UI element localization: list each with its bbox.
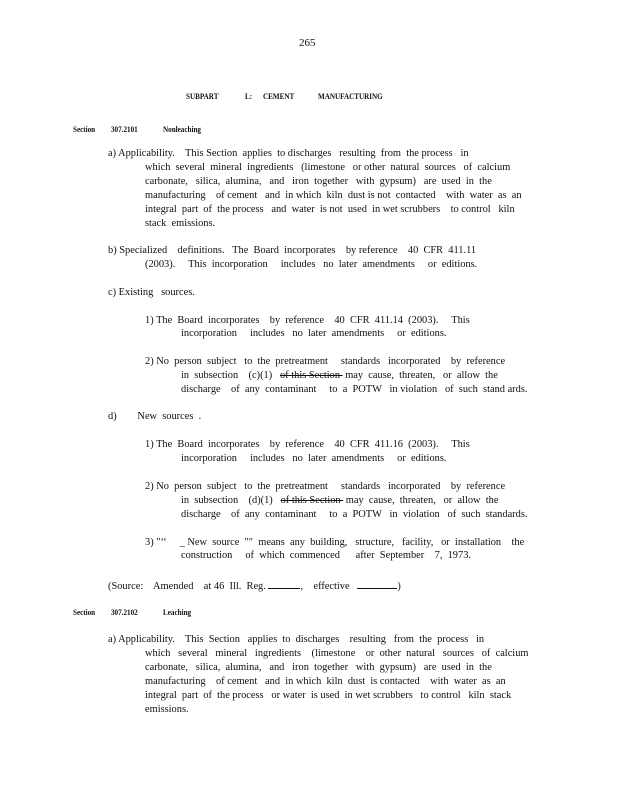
blank-line <box>357 578 397 589</box>
paragraph-b-line: b) Specialized definitions. The Board incorporates by reference 40 CFR 411.11 <box>108 245 477 256</box>
source-note-text: (Source: Amended at 46 Ill. Reg. <box>108 581 266 592</box>
subpart-letter: L: <box>245 92 253 101</box>
paragraph-a-line: emissions. <box>145 704 189 715</box>
source-note-text: , effective <box>300 581 350 592</box>
paragraph-a-line: integral part of the process or water is used in wet scrubbers to control kiln stack <box>145 690 512 701</box>
paragraph-c-heading: c) Existing sources. <box>108 287 195 298</box>
section-title: Nonleaching <box>163 125 201 134</box>
paragraph-a-line: stack emissions. <box>145 218 216 229</box>
subpart-manufacturing: MANUFACTURING <box>318 92 383 101</box>
section-title: Leaching <box>163 608 192 617</box>
paragraph-a-line: carbonate, silica, alumina, and iron together with gypsum) are used in the <box>145 176 492 187</box>
subpart-cement: CEMENT <box>263 92 295 101</box>
deleted-text: of this Section <box>280 495 344 506</box>
d-item2-text: in subsection (d)(1) <box>181 495 281 506</box>
paragraph-a-line: manufacturing of cement and in which kiln dust is not contacted with water as an <box>145 190 522 201</box>
paragraph-a-line: which several mineral ingredients (limestone or other natural sources of calcium <box>145 162 511 173</box>
c-item1-line: incorporation includes no later amendments or editions. <box>181 328 447 339</box>
d-item3-line: construction of which commenced after September 7, 1973. <box>181 550 471 561</box>
source-note <box>108 578 401 594</box>
blank-line <box>268 578 300 589</box>
section-number: 307.2102 <box>111 608 138 617</box>
c-item2-text: in subsection (c)(1) <box>181 370 280 381</box>
d-item1-line: 1) The Board incorporates by reference 40 CFR 411.16 (2003). This <box>145 439 470 450</box>
c-item2-line <box>181 369 498 383</box>
paragraph-a-line: carbonate, silica, alumina, and iron together with gypsum) are used in the <box>145 662 492 673</box>
c-item1-line: 1) The Board incorporates by reference 40 CFR 411.14 (2003). This <box>145 315 470 326</box>
paragraph-a-line: manufacturing of cement and in which kiln dust is contacted with water as an <box>145 676 506 687</box>
d-item3-line: 3) "‘‘ _ New source "" means any building, structure, facility, or installation the <box>145 537 525 548</box>
c-item2-line: 2) No person subject to the pretreatment standards incorporated by reference <box>145 356 506 367</box>
deleted-text: of this Section <box>279 370 343 381</box>
c-item2-text: may cause, threaten, or allow the <box>342 370 498 381</box>
paragraph-b-line: (2003). This incorporation includes no later amendments or editions. <box>145 259 478 270</box>
section-label: Section <box>73 608 96 617</box>
source-note-text: ) <box>397 581 401 592</box>
d-item2-line <box>181 494 498 508</box>
paragraph-a-line: integral part of the process and water is not used in wet scrubbers to control kiln <box>145 204 515 215</box>
paragraph-a-line: a) Applicability. This Section applies to discharges resulting from the process in <box>108 148 469 159</box>
d-item2-line: discharge of any contaminant to a POTW in violation of such standards. <box>181 509 528 520</box>
paragraph-a-line: a) Applicability. This Section applies to discharges resulting from the process in <box>108 634 485 645</box>
subpart-word: SUBPART <box>186 92 219 101</box>
paragraph-a-line: which several mineral ingredients (limestone or other natural sources of calcium <box>145 648 529 659</box>
paragraph-d-heading: d) New sources . <box>108 411 202 422</box>
d-item2-line: 2) No person subject to the pretreatment standards incorporated by reference <box>145 481 506 492</box>
page-number: 265 <box>299 37 316 49</box>
d-item1-line: incorporation includes no later amendments or editions. <box>181 453 447 464</box>
d-item2-text: may cause, threaten, or allow the <box>343 495 499 506</box>
c-item2-line: discharge of any contaminant to a POTW in violation of such stand ards. <box>181 384 528 395</box>
section-number: 307.2101 <box>111 125 138 134</box>
section-label: Section <box>73 125 96 134</box>
